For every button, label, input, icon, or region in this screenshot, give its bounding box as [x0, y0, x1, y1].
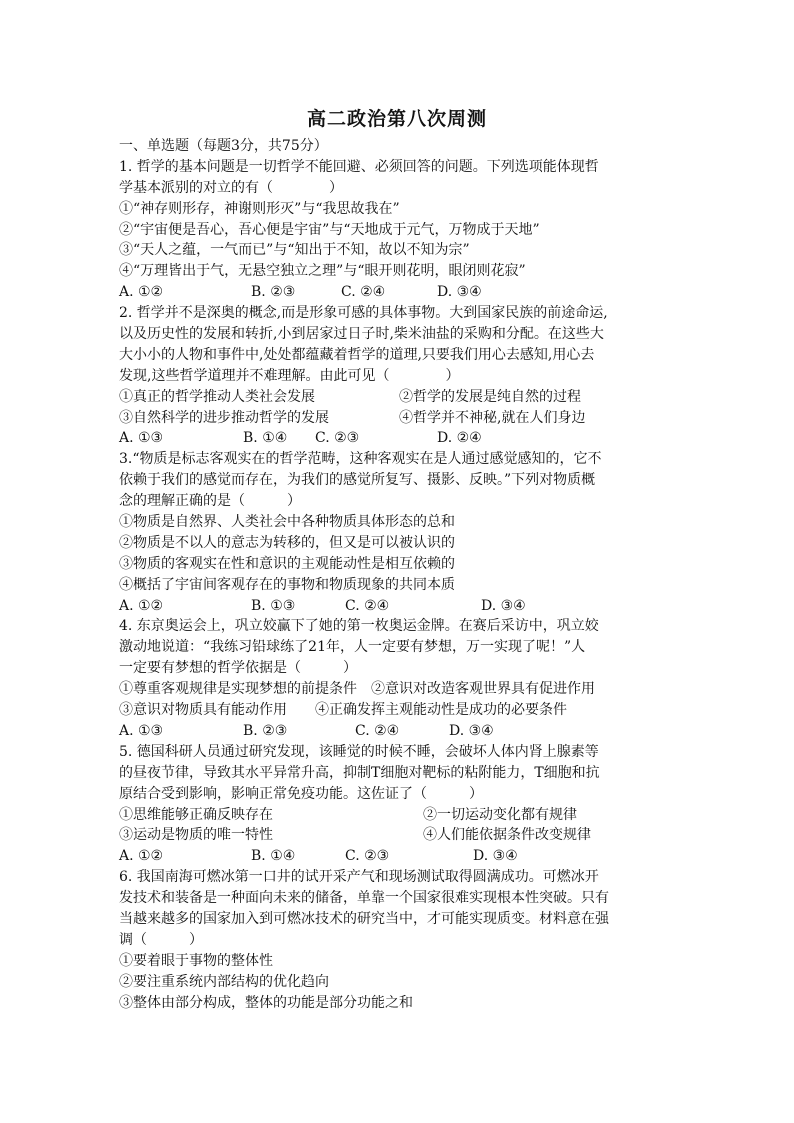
section-heading: 一、单选题（每题3分，共75分）	[119, 138, 328, 154]
option-b: B. ①④	[251, 848, 296, 865]
option-c: C. ②③	[315, 430, 360, 447]
statement-row	[119, 825, 679, 846]
option-a: A. ①②	[119, 848, 164, 865]
statement-item: ③物质的客观实在性和意识的主观能动性是相互依赖的	[119, 555, 455, 572]
option-a: A. ①②	[119, 284, 164, 301]
statement-item: ②哲学的发展是纯自然的过程	[399, 388, 581, 405]
answer-options	[119, 596, 679, 617]
statement-item: ①真正的哲学推动人类社会发展	[119, 388, 315, 405]
question-stem: 学基本派别的对立的有（ ）	[119, 179, 343, 196]
question-1	[119, 157, 679, 303]
statement-item: ④概括了宇宙间客观存在的事物和物质现象的共同本质	[119, 576, 455, 593]
statement-item: ②一切运动变化都有规律	[423, 806, 577, 823]
option-d: D. ②④	[437, 430, 482, 447]
question-stem: 一定要有梦想的哲学依据是（ ）	[119, 660, 357, 677]
option-b: B. ①③	[251, 597, 296, 614]
statement-item: ①物质是自然界、人类社会中各种物质具体形态的总和	[119, 514, 455, 531]
statement-item: ②“宇宙便是吾心，吾心便是宇宙”与“天地成于元气，万物成于天地”	[119, 221, 540, 238]
question-stem: 依赖于我们的感觉而存在，为我们的感觉所复写、摄影、反映。”下列对物质概	[119, 472, 596, 489]
option-c: C. ②④	[345, 597, 390, 614]
question-stem: 2. 哲学并不是深奥的概念,而是形象可感的具体事物。大到国家民族的前途命运,	[119, 305, 608, 322]
exam-content	[119, 136, 679, 1013]
statement-item: ④“万理皆出于气，无悬空独立之理”与“眼开则花明，眼闭则花寂”	[119, 263, 526, 280]
option-d: D. ③④	[481, 597, 526, 614]
option-b: B. ②③	[251, 284, 296, 301]
option-b: B. ②③	[243, 722, 288, 739]
statement-item: ③整体由部分构成，整体的功能是部分功能之和	[119, 994, 413, 1011]
option-d: D. ③④	[437, 284, 482, 301]
option-c: C. ②③	[345, 848, 390, 865]
question-stem: 以及历史性的发展和转折,小到居家过日子时,柴米油盐的采购和分配。在这些大	[119, 326, 604, 343]
statement-item: ①尊重客观规律是实现梦想的前提条件 ②意识对改造客观世界具有促进作用	[119, 681, 595, 698]
question-stem: 发现,这些哲学道理并不难理解。由此可见（ ）	[119, 367, 460, 384]
question-stem: 激动地说道：“我练习铅球练了21年，人一定要有梦想，万一实现了呢！”人	[119, 639, 586, 656]
question-stem: 调（ ）	[119, 931, 203, 948]
statement-item: ②物质是不以人的意志为转移的，但又是可以被认识的	[119, 534, 455, 551]
statement-item: ③自然科学的进步推动哲学的发展	[119, 409, 329, 426]
question-2	[119, 303, 679, 449]
statement-item: ③意识对物质具有能动作用 ④正确发挥主观能动性是成功的必要条件	[119, 702, 567, 719]
question-stem: 发技术和装备是一种面向未来的储备，单靠一个国家很难实现根本性突破。只有	[119, 890, 609, 907]
option-c: C. ②④	[341, 284, 386, 301]
statement-item: ①“神存则形存，神谢则形灭”与“我思故我在”	[119, 200, 400, 217]
question-stem: 原结合受到影响，影响正常免疫功能。这佐证了（ ）	[119, 785, 483, 802]
answer-options	[119, 428, 679, 449]
statement-row	[119, 387, 679, 408]
question-stem: 3.“物质是标志客观实在的哲学范畴，这种客观实在是人通过感觉感知的，它不	[119, 451, 602, 468]
answer-options	[119, 846, 679, 867]
question-stem: 当越来越多的国家加入到可燃冰技术的研究当中，才可能实现质变。材料意在强	[119, 910, 609, 927]
option-b: B. ①④	[243, 430, 288, 447]
question-stem: 的昼夜节律，导致其水平异常升高，抑制T细胞对靶标的粘附能力，T细胞和抗	[119, 764, 600, 781]
statement-item: ④人们能依据条件改变规律	[423, 827, 591, 844]
answer-options	[119, 282, 679, 303]
statement-item: ③运动是物质的唯一特性	[119, 827, 273, 844]
statement-item: ①要着眼于事物的整体性	[119, 952, 273, 969]
option-d: D. ③④	[449, 722, 494, 739]
statement-item: ①思维能够正确反映存在	[119, 806, 273, 823]
question-stem: 念的理解正确的是（ ）	[119, 493, 301, 510]
question-stem: 5. 德国科研人员通过研究发现，该睡觉的时候不睡，会破坏人体内肾上腺素等	[119, 743, 599, 760]
question-5	[119, 742, 679, 867]
question-stem: 大小小的人物和事件中,处处都蕴藏着哲学的道理,只要我们用心去感知,用心去	[119, 346, 595, 363]
statement-item: ④哲学并不神秘,就在人们身边	[399, 409, 586, 426]
statement-item: ②要注重系统内部结构的优化趋向	[119, 973, 329, 990]
option-a: A. ①③	[119, 722, 164, 739]
question-stem: 4. 东京奥运会上，巩立姣赢下了她的第一枚奥运金牌。在赛后采访中，巩立姣	[119, 618, 599, 635]
answer-options	[119, 721, 679, 742]
option-c: C. ②④	[355, 722, 400, 739]
option-a: A. ①②	[119, 597, 164, 614]
statement-row	[119, 805, 679, 826]
question-4	[119, 616, 679, 741]
question-stem: 6. 我国南海可燃冰第一口井的试开采产气和现场测试取得圆满成功。可燃冰开	[119, 869, 599, 886]
question-6	[119, 867, 679, 1013]
question-stem: 1. 哲学的基本问题是一切哲学不能回避、必须回答的问题。下列选项能体现哲	[119, 158, 599, 175]
option-d: D. ③④	[473, 848, 518, 865]
question-3	[119, 449, 679, 616]
statement-item: ③“天人之蕴，一气而已”与“知出于不知，故以不知为宗”	[119, 242, 470, 259]
option-a: A. ①③	[119, 430, 164, 447]
statement-row	[119, 408, 679, 429]
page-title: 高二政治第八次周测	[306, 108, 487, 130]
